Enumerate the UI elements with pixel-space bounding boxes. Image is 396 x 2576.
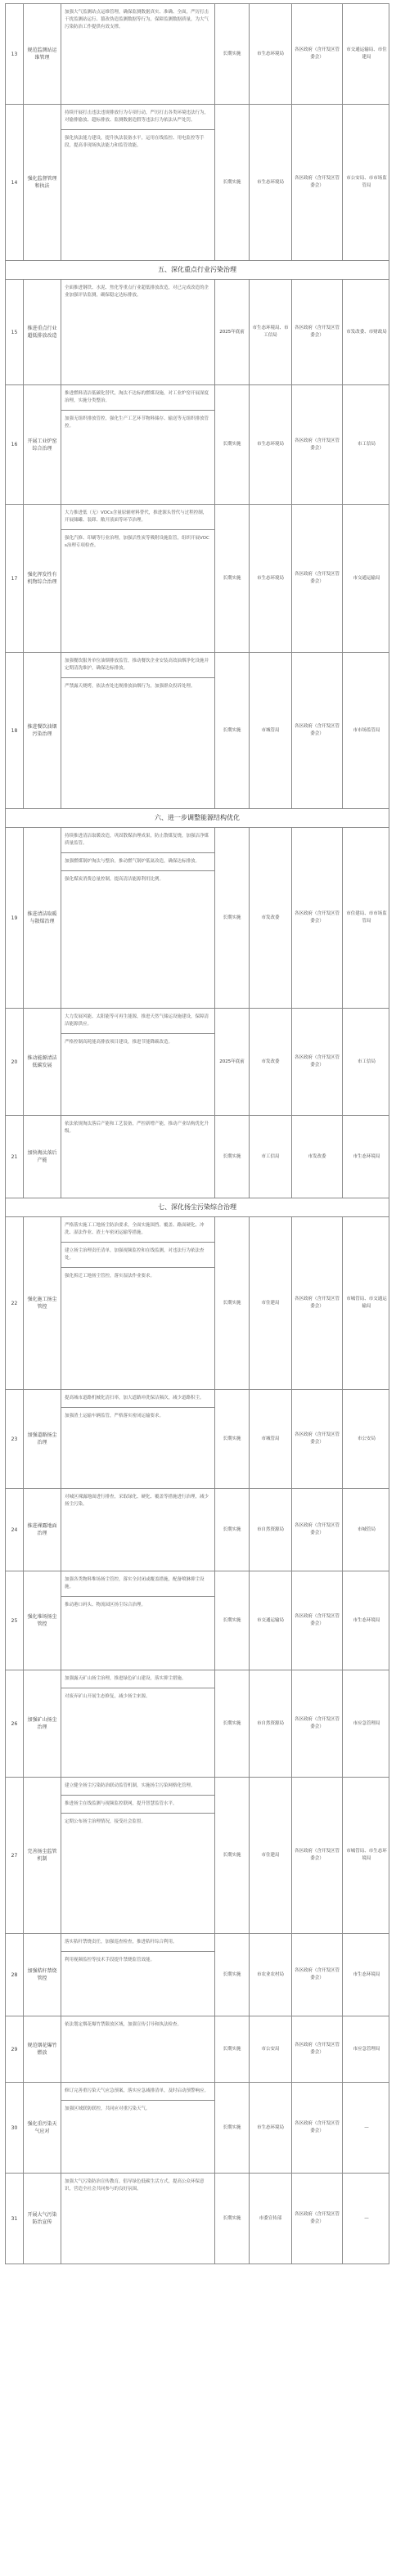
responsible-unit-cell: 各区政府（含开发区管委会） [292, 1934, 343, 2016]
cooperating-unit-cell: 市住建局、市市场监管局 [346, 911, 387, 924]
lead-unit-cell: 市发改委 [250, 828, 292, 1008]
lead-unit-cell: 市生态环境局、市工信局 [250, 280, 292, 384]
measure-content [61, 4, 215, 104]
table-row [5, 1778, 389, 1934]
measure-content [61, 2174, 215, 2264]
table-row [5, 280, 389, 385]
measure-content [61, 653, 215, 808]
timeline-cell: 长期实施 [215, 653, 250, 808]
content-paragraph: 加强大气监测站点运维管理，确保监测数据真实、准确、全面，严厉打击干扰监测站运行、篡改伪造监测数据等行为，保障监测数据质量，为大气污染防治工作提供有效支撑。 [65, 10, 209, 29]
measure-content [61, 280, 215, 384]
responsible-unit-cell: 各区政府（含开发区管委会） [292, 1390, 343, 1488]
content-paragraph: 严格控制高耗能高排放项目建设，推进节能降碳改造。 [65, 1040, 173, 1045]
timeline-cell: 长期实施 [215, 1571, 250, 1670]
measure-name: 加强秸秆禁烧管控 [24, 1934, 61, 2016]
content-paragraph: 依法依规淘汰落后产能和工艺装备，严控新增产能，推动产业结构优化升级。 [65, 1122, 209, 1134]
cooperating-unit-cell: 市城管局、市交通运输局 [346, 1297, 387, 1309]
lead-unit-cell: 市生态环境局 [250, 2083, 292, 2173]
row-number: 18 [6, 653, 24, 808]
timeline-cell: 2025年底前 [215, 1009, 250, 1115]
cooperating-unit-cell: — [364, 2124, 369, 2130]
section-heading: 六、进一步调整能源结构优化 [5, 809, 389, 828]
content-paragraph: 建立健全扬尘污染防治联动监管机制，实施扬尘污染网格化管理。 [61, 1778, 214, 1796]
row-number: 31 [6, 2174, 24, 2264]
measure-content [61, 1934, 215, 2016]
lead-unit-cell: 市农业农村局 [250, 1934, 292, 2016]
content-paragraph: 推动港口码头、物流园区扬尘综合治理。 [65, 1603, 146, 1607]
cooperating-unit-cell: 市工信局 [357, 1059, 376, 1064]
measure-content [61, 1390, 215, 1488]
content-paragraph: 强化煤炭消费总量控制，提高清洁能源利用比例。 [65, 877, 164, 882]
content-paragraph: 严禁露天烧烤，依法查处违规排放油烟行为，加强群众投诉处理。 [65, 684, 196, 689]
cooperating-unit-cell: 市生态环境局 [353, 1153, 380, 1159]
cooperating-unit-cell: 市工信局 [357, 442, 376, 447]
table-row [5, 105, 389, 261]
content-paragraph: 依法划定烟花爆竹禁限放区域，加强宣传引导和执法检查。 [65, 2022, 182, 2027]
cooperating-unit-cell: 市生态环境局 [353, 1971, 380, 1977]
table-row [5, 1571, 389, 1670]
responsible-unit-cell: 各区政府（含开发区管委会） [292, 828, 343, 1008]
measure-content [61, 505, 215, 652]
content-paragraph: 加强餐饮服务单位油烟排放监管，推动餐饮企业安装高效油烟净化设施并定期清洗维护，确保达标排放。 [61, 653, 214, 678]
cooperating-unit-cell: 市城管局 [357, 1526, 376, 1532]
table-row [5, 2016, 389, 2083]
table-row [5, 2174, 389, 2264]
content-paragraph: 修订完善重污染天气应急预案，落实应急减排清单，及时启动预警响应。 [61, 2083, 214, 2101]
row-number: 13 [6, 4, 24, 104]
row-number: 28 [6, 1934, 24, 2016]
content-paragraph: 提高城市道路机械化清扫率，加大道路冲洗保洁频次，减少道路积尘。 [61, 1390, 214, 1408]
measure-name: 推进重点行业超低排放改造 [24, 280, 61, 384]
cooperating-unit-cell: 市交通运输局 [353, 575, 380, 581]
lead-unit-cell: 市自然资源局 [250, 1489, 292, 1571]
timeline-cell: 长期实施 [215, 2016, 250, 2082]
row-number: 27 [6, 1778, 24, 1933]
table-row [5, 1009, 389, 1116]
content-paragraph: 加强各类物料堆场扬尘管控，落实全封闭或覆盖措施，配备喷淋抑尘设施。 [61, 1571, 214, 1597]
measure-name: 强化重污染天气应对 [24, 2083, 61, 2173]
cooperating-unit-cell: 市生态环境局 [353, 1617, 380, 1623]
cooperating-unit-cell: 市应急管理局 [353, 1720, 380, 1726]
row-number: 23 [6, 1390, 24, 1488]
table-row [5, 1934, 389, 2016]
table-row [5, 1217, 389, 1390]
table-row [5, 2083, 389, 2174]
responsible-unit-cell: 各区政府（含开发区管委会） [292, 2083, 343, 2173]
content-paragraph: 利用视频监控等技术手段提升禁烧监管效能。 [65, 1958, 155, 1962]
timeline-cell: 长期实施 [215, 1217, 250, 1389]
row-number: 19 [6, 828, 24, 1008]
responsible-unit-cell: 各区政府（含开发区管委会） [292, 280, 343, 384]
row-number: 14 [6, 105, 24, 260]
measure-content [61, 2016, 215, 2082]
responsible-unit-cell: 各区政府（含开发区管委会） [292, 1489, 343, 1571]
responsible-unit-cell: 各区政府（含开发区管委会） [292, 1571, 343, 1670]
timeline-cell: 长期实施 [215, 2174, 250, 2264]
row-number: 26 [6, 1670, 24, 1777]
measure-content [61, 1571, 215, 1670]
row-number: 20 [6, 1009, 24, 1115]
lead-unit-cell: 市住建局 [250, 1217, 292, 1389]
timeline-cell: 2025年底前 [215, 280, 250, 384]
measure-name: 开展工业炉窑综合治理 [24, 385, 61, 504]
responsible-unit-cell: 各区政府（含开发区管委会） [292, 505, 343, 652]
measure-content [61, 1778, 215, 1933]
measure-name: 强化施工扬尘管控 [24, 1217, 61, 1389]
timeline-cell: 长期实施 [215, 1778, 250, 1933]
cooperating-unit-cell: 市城管局、市生态环境局 [346, 1849, 387, 1861]
lead-unit-cell: 市城管局 [250, 1390, 292, 1488]
timeline-cell: 长期实施 [215, 2083, 250, 2173]
timeline-cell: 长期实施 [215, 828, 250, 1008]
content-paragraph: 定期公布扬尘治理情况，接受社会监督。 [65, 1819, 146, 1824]
lead-unit-cell: 市公安局 [250, 2016, 292, 2082]
row-number: 15 [6, 280, 24, 384]
measure-name: 强化监督管理和执法 [24, 105, 61, 260]
timeline-cell: 长期实施 [215, 1390, 250, 1488]
measure-content [61, 2083, 215, 2173]
table-row [5, 1670, 389, 1778]
measure-name: 加快淘汰落后产能 [24, 1116, 61, 1198]
responsible-unit-cell: 各区政府（含开发区管委会） [292, 1217, 343, 1389]
row-number: 21 [6, 1116, 24, 1198]
responsible-unit-cell: 各区政府（含开发区管委会） [292, 1778, 343, 1933]
responsible-unit-cell: 各区政府（含开发区管委会） [292, 1009, 343, 1115]
content-paragraph: 建立扬尘治理责任清单，加强视频监控和在线监测，对违法行为依法查处。 [61, 1243, 214, 1268]
measure-name: 推进裸露地面治理 [24, 1489, 61, 1571]
row-number: 29 [6, 2016, 24, 2082]
measure-name: 推进清洁取暖与散煤治理 [24, 828, 61, 1008]
row-number: 16 [6, 385, 24, 504]
timeline-cell: 长期实施 [215, 1670, 250, 1777]
content-paragraph: 大力发展风能、太阳能等可再生能源，推进天然气储运设施建设，保障清洁能源供应。 [61, 1009, 214, 1034]
table-row [5, 505, 389, 653]
table-row [5, 1390, 389, 1489]
table-row [5, 385, 389, 505]
measure-name: 推动能源清洁低碳发展 [24, 1009, 61, 1115]
responsible-unit-cell: 各区政府（含开发区管委会） [292, 2174, 343, 2264]
timeline-cell: 长期实施 [215, 1934, 250, 2016]
cooperating-unit-cell: 市公安局、市市场监管局 [346, 176, 387, 188]
content-paragraph: 加强区域联防联控，共同应对重污染天气。 [65, 2106, 151, 2111]
measure-content [61, 1009, 215, 1115]
responsible-unit-cell: 各区政府（含开发区管委会） [292, 385, 343, 504]
row-number: 24 [6, 1489, 24, 1571]
content-paragraph: 持续开展打击违法违规排放行为专项行动，严厉打击各类环境违法行为，对偷排偷放、超标排放、监测数据造假等违法行为依法从严处罚。 [61, 105, 214, 130]
responsible-unit-cell: 各区政府（含开发区管委会） [292, 1670, 343, 1777]
lead-unit-cell: 市住建局 [250, 1778, 292, 1933]
cooperating-unit-cell: 市发改委、市财政局 [346, 329, 387, 335]
content-paragraph: 加强渣土运输车辆监管，严格落实密闭运输要求。 [65, 1414, 164, 1418]
cooperating-unit-cell: 市应急管理局 [353, 2046, 380, 2052]
measure-name: 推进餐饮油烟污染治理 [24, 653, 61, 808]
content-paragraph: 加强无组织排放管控，强化生产工艺环节物料储存、输送等无组织排放管控。 [65, 416, 209, 429]
measure-content [61, 385, 215, 504]
measure-content [61, 1670, 215, 1777]
timeline-cell: 长期实施 [215, 1489, 250, 1571]
timeline-cell: 长期实施 [215, 505, 250, 652]
content-paragraph: 强化拆迁工地扬尘管控，落实湿法作业要求。 [65, 1274, 155, 1279]
content-paragraph: 加强燃煤锅炉淘汰与整治，推动燃气锅炉低氮改造，确保达标排放。 [61, 853, 214, 871]
measure-name: 强化挥发性有机物综合治理 [24, 505, 61, 652]
cooperating-unit-cell: — [364, 2215, 369, 2221]
row-number: 17 [6, 505, 24, 652]
table-row [5, 828, 389, 1009]
content-paragraph: 对废弃矿山开展生态修复，减少扬尘来源。 [65, 1694, 151, 1699]
content-paragraph: 强化汽修、印刷等行业治理，加强活性炭等吸附设施监管，组织开展VOCs治理专项检查。 [65, 536, 209, 548]
section-heading: 七、深化扬尘污染综合治理 [5, 1198, 389, 1217]
measure-name: 强化堆场扬尘管控 [24, 1571, 61, 1670]
lead-unit-cell: 市自然资源局 [250, 1670, 292, 1777]
measure-name: 完善扬尘监管机制 [24, 1778, 61, 1933]
content-paragraph: 全面推进钢铁、水泥、焦化等重点行业超低排放改造，对已完成改造的企业加强评估监测，确保稳定达标排放。 [65, 285, 209, 298]
lead-unit-cell: 市生态环境局 [250, 105, 292, 260]
lead-unit-cell: 市生态环境局 [250, 505, 292, 652]
lead-unit-cell: 市生态环境局 [250, 385, 292, 504]
responsible-unit-cell: 各区政府（含开发区管委会） [292, 4, 343, 104]
table-row [5, 4, 389, 105]
row-number: 22 [6, 1217, 24, 1389]
measure-name: 开展大气污染防治宣传 [24, 2174, 61, 2264]
responsible-unit-cell: 各区政府（含开发区管委会） [292, 653, 343, 808]
content-paragraph: 强化执法能力建设，提升执法装备水平，运用在线监控、用电监控等手段，提高非现场执法能力和监管效能。 [65, 136, 205, 148]
measure-content [61, 1116, 215, 1198]
content-paragraph: 严格落实施工工地扬尘防治要求，全面实施围挡、覆盖、路面硬化、冲洗、湿法作业、渣土车密闭运输等措施。 [61, 1217, 214, 1243]
lead-unit-cell: 市交通运输局 [250, 1571, 292, 1670]
content-paragraph: 大力推进低（无）VOCs含量原辅材料替代，推进源头替代与过程控制，开展储罐、装卸、敞开液面等环节治理。 [61, 505, 214, 530]
content-paragraph: 对城区裸露地面进行排查，采取绿化、硬化、覆盖等措施进行治理，减少扬尘污染。 [65, 1495, 209, 1507]
row-number: 30 [6, 2083, 24, 2173]
section-heading: 五、深化重点行业污染治理 [5, 261, 389, 280]
responsible-unit-cell: 各区政府（含开发区管委会） [292, 105, 343, 260]
content-paragraph: 加强大气污染防治宣传教育，倡导绿色低碳生活方式，提高公众环保意识，营造全社会共同参与的良好氛围。 [65, 2179, 205, 2192]
measure-content [61, 828, 215, 1008]
table-row [5, 1116, 389, 1198]
responsible-unit-cell: 市发改委 [292, 1116, 343, 1198]
measure-name: 规范监测站运维管理 [24, 4, 61, 104]
cooperating-unit-cell: 市市场监管局 [353, 727, 380, 733]
cooperating-unit-cell: 市交通运输局、市住建局 [346, 47, 387, 60]
measure-name: 规范烟花爆竹燃放 [24, 2016, 61, 2082]
content-paragraph: 落实秸秆禁烧责任，加强巡查检查，推进秸秆综合利用。 [61, 1934, 214, 1952]
measure-content [61, 1217, 215, 1389]
measure-name: 加强矿山扬尘治理 [24, 1670, 61, 1777]
table-row [5, 653, 389, 809]
timeline-cell: 长期实施 [215, 1116, 250, 1198]
measure-content [61, 1489, 215, 1571]
content-paragraph: 持续推进清洁取暖改造，巩固散煤治理成果，防止散煤复烧，加强洁净煤质量监管。 [61, 828, 214, 853]
table-row [5, 1489, 389, 1571]
cooperating-unit-cell: 市公安局 [357, 1436, 376, 1441]
lead-unit-cell: 市城管局 [250, 653, 292, 808]
lead-unit-cell: 市委宣传部 [250, 2174, 292, 2264]
responsible-unit-cell: 各区政府（含开发区管委会） [292, 2016, 343, 2082]
content-paragraph: 推进燃料清洁低碳化替代，淘汰不达标的燃煤设施，对工业炉窑开展深度治理，实施分类整治。 [61, 385, 214, 411]
lead-unit-cell: 市发改委 [250, 1009, 292, 1115]
timeline-cell: 长期实施 [215, 4, 250, 104]
timeline-cell: 长期实施 [215, 105, 250, 260]
measure-name: 加强道路扬尘治理 [24, 1390, 61, 1488]
measure-content [61, 105, 215, 260]
content-paragraph: 加强露天矿山扬尘治理，推进绿色矿山建设，落实抑尘措施。 [61, 1670, 214, 1688]
policy-table [5, 3, 389, 2264]
timeline-cell: 长期实施 [215, 385, 250, 504]
lead-unit-cell: 市工信局 [250, 1116, 292, 1198]
row-number: 25 [6, 1571, 24, 1670]
lead-unit-cell: 市生态环境局 [250, 4, 292, 104]
content-paragraph: 推进扬尘在线监测与视频监控联网，提升智慧监管水平。 [61, 1796, 214, 1814]
